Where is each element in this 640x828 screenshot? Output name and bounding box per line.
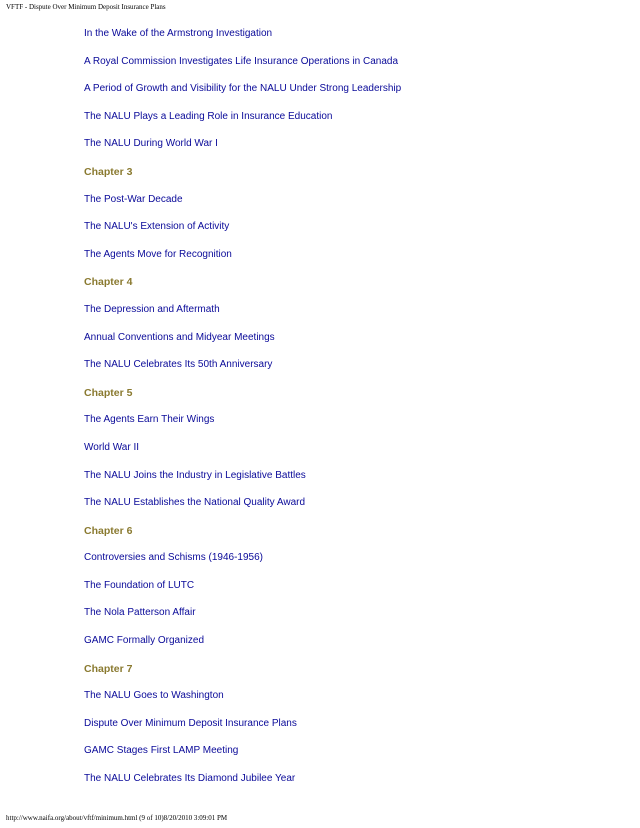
toc-link[interactable]: The NALU Goes to Washington	[84, 690, 224, 702]
toc-link[interactable]: The Foundation of LUTC	[84, 579, 195, 591]
toc-link[interactable]: The Nola Patterson Affair	[84, 607, 196, 619]
toc-link[interactable]: GAMC Formally Organized	[84, 635, 205, 647]
toc-link[interactable]: Dispute Over Minimum Deposit Insurance Plans	[84, 717, 297, 729]
toc-link[interactable]: The NALU Celebrates Its 50th Anniversary	[84, 359, 273, 371]
toc-link[interactable]: The Agents Earn Their Wings	[84, 414, 215, 426]
chapter-heading: Chapter 4	[84, 276, 133, 289]
toc-link[interactable]: The Depression and Aftermath	[84, 303, 220, 315]
toc-link[interactable]: Annual Conventions and Midyear Meetings	[84, 331, 275, 343]
chapter-heading: Chapter 5	[84, 386, 133, 399]
toc-link[interactable]: The NALU Plays a Leading Role in Insurance Education	[84, 110, 333, 122]
chapter-heading: Chapter 3	[84, 165, 133, 178]
toc-link[interactable]: A Period of Growth and Visibility for the NALU Under Strong Leadership	[84, 83, 402, 95]
table-of-contents	[84, 28, 401, 801]
chapter-heading: Chapter 6	[84, 524, 133, 537]
toc-link[interactable]: Controversies and Schisms (1946-1956)	[84, 552, 263, 564]
toc-link[interactable]: World War II	[84, 441, 140, 453]
toc-link[interactable]: The NALU Joins the Industry in Legislative Battles	[84, 469, 306, 481]
toc-link[interactable]: The Agents Move for Recognition	[84, 248, 232, 260]
print-footer-url: http://www.naifa.org/about/vftf/minimum.html (9 of 10)8/20/2010 3:09:01 PM	[6, 814, 228, 822]
toc-link[interactable]: GAMC Stages First LAMP Meeting	[84, 745, 239, 757]
toc-link[interactable]: The NALU Celebrates Its Diamond Jubilee Year	[84, 773, 296, 785]
toc-link[interactable]: The NALU's Extension of Activity	[84, 221, 230, 233]
toc-link[interactable]: A Royal Commission Investigates Life Insurance Operations in Canada	[84, 55, 399, 67]
toc-link[interactable]: The NALU Establishes the National Quality Award	[84, 497, 306, 509]
print-header-title: VFTF - Dispute Over Minimum Deposit Insurance Plans	[6, 3, 166, 11]
toc-link[interactable]: In the Wake of the Armstrong Investigation	[84, 28, 273, 39]
chapter-heading: Chapter 7	[84, 662, 133, 675]
toc-link[interactable]: The NALU During World War I	[84, 138, 218, 150]
toc-link[interactable]: The Post-War Decade	[84, 193, 183, 205]
